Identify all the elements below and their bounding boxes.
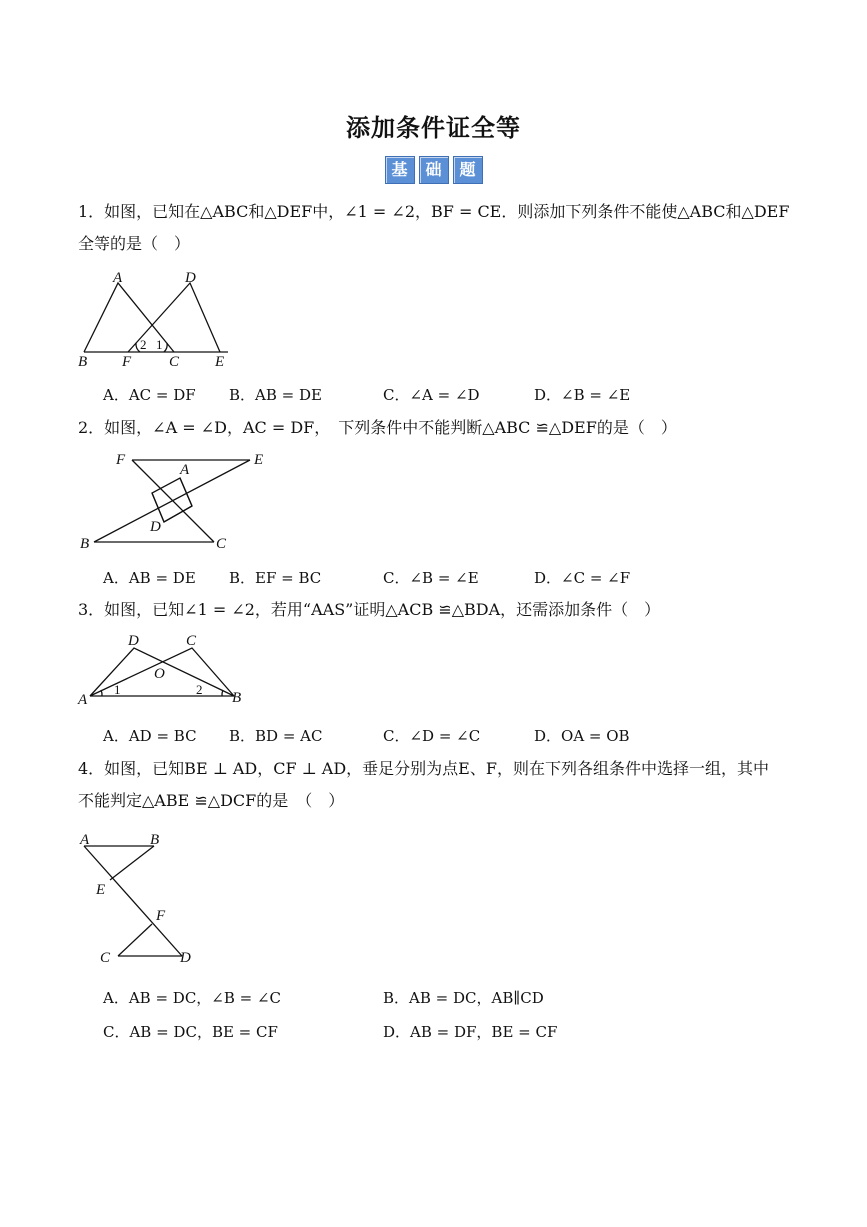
label-c: C	[186, 633, 197, 649]
question-1-text	[78, 196, 798, 260]
label-a: A	[113, 270, 123, 286]
question-1-line-1: 1．如图，已知在△ABC和△DEF中，∠1 = ∠2，BF = CE．则添加下列条件不能使△ABC和△DEF	[78, 202, 790, 221]
q1-option-d[interactable]: D．∠B = ∠E	[534, 386, 631, 404]
q3-option-d[interactable]: D．OA = OB	[534, 727, 630, 745]
angle-2-arc	[222, 690, 223, 696]
q4-option-d[interactable]: D．AB = DF，BE = CF	[383, 1023, 558, 1041]
label-d: D	[128, 633, 139, 649]
label-f: F	[116, 452, 126, 468]
label-b: B	[232, 690, 242, 706]
label-b: B	[150, 832, 160, 848]
question-3-text	[78, 594, 798, 626]
label-c: C	[100, 950, 111, 966]
segment-fc	[118, 924, 152, 956]
label-f: F	[156, 908, 166, 924]
label-d: D	[150, 519, 161, 535]
angle-2-label: 2	[196, 682, 203, 697]
page-title: 添加条件证全等	[346, 114, 521, 142]
label-e: E	[254, 452, 264, 468]
q1-option-b[interactable]: B．AB = DE	[229, 386, 322, 404]
q4-option-b[interactable]: B．AB = DC，AB∥CD	[383, 989, 544, 1007]
q1-option-a[interactable]: A．AC = DF	[103, 386, 196, 404]
question-4-text	[78, 753, 798, 817]
q2-option-a[interactable]: A．AB = DE	[103, 569, 196, 587]
segment-be	[110, 846, 154, 880]
badge-char: 基	[385, 156, 415, 184]
label-e: E	[96, 882, 106, 898]
question-4-figure	[72, 824, 212, 974]
q2-option-c[interactable]: C．∠B = ∠E	[383, 569, 479, 587]
label-a: A	[78, 692, 88, 708]
label-b: B	[80, 536, 90, 552]
angle-1-label: 1	[156, 337, 163, 352]
label-b: B	[78, 354, 88, 370]
question-2-line-1: 2．如图，∠A = ∠D，AC = DF， 下列条件中不能判断△ABC ≌△DEF的是（ ）	[78, 418, 677, 437]
question-3-line-1: 3．如图，已知∠1 = ∠2，若用“AAS”证明△ACB ≌△BDA，还需添加条件（ ）	[78, 600, 661, 619]
q3-option-c[interactable]: C．∠D = ∠C	[383, 727, 481, 745]
q2-option-b[interactable]: B．EF = BC	[229, 569, 322, 587]
angle-1-label: 1	[114, 682, 121, 697]
q3-option-a[interactable]: A．AD = BC	[103, 727, 197, 745]
label-a: A	[180, 462, 190, 478]
label-d: D	[180, 950, 191, 966]
question-1-line-2: 全等的是（ ）	[78, 234, 191, 253]
segment-be	[94, 460, 250, 542]
label-e: E	[215, 354, 225, 370]
badge-char: 题	[453, 156, 483, 184]
question-3-figure	[72, 628, 252, 710]
label-d: D	[185, 270, 196, 286]
question-2-text	[78, 412, 798, 444]
label-c: C	[169, 354, 180, 370]
label-a: A	[80, 832, 90, 848]
label-c: C	[216, 536, 227, 552]
label-o: O	[154, 666, 165, 682]
q2-option-d[interactable]: D．∠C = ∠F	[534, 569, 631, 587]
question-1-figure	[70, 265, 245, 370]
label-f: F	[122, 354, 132, 370]
question-2-figure	[72, 448, 282, 558]
angle-1-arc	[101, 690, 102, 696]
angle-1-arc	[164, 343, 167, 352]
q4-option-a[interactable]: A．AB = DC，∠B = ∠C	[103, 989, 282, 1007]
question-4-line-1: 4．如图，已知BE ⊥ AD，CF ⊥ AD，垂足分别为点E、F，则在下列各组条件中选择一组，其中	[78, 759, 769, 778]
q4-option-c[interactable]: C．AB = DC，BE = CF	[103, 1023, 278, 1041]
section-badge	[0, 156, 867, 184]
question-4-line-2: 不能判定△ABE ≌△DCF的是 （ ）	[78, 791, 345, 810]
badge-char: 础	[419, 156, 449, 184]
q1-option-c[interactable]: C．∠A = ∠D	[383, 386, 480, 404]
angle-2-label: 2	[140, 337, 147, 352]
q3-option-b[interactable]: B．BD = AC	[229, 727, 323, 745]
